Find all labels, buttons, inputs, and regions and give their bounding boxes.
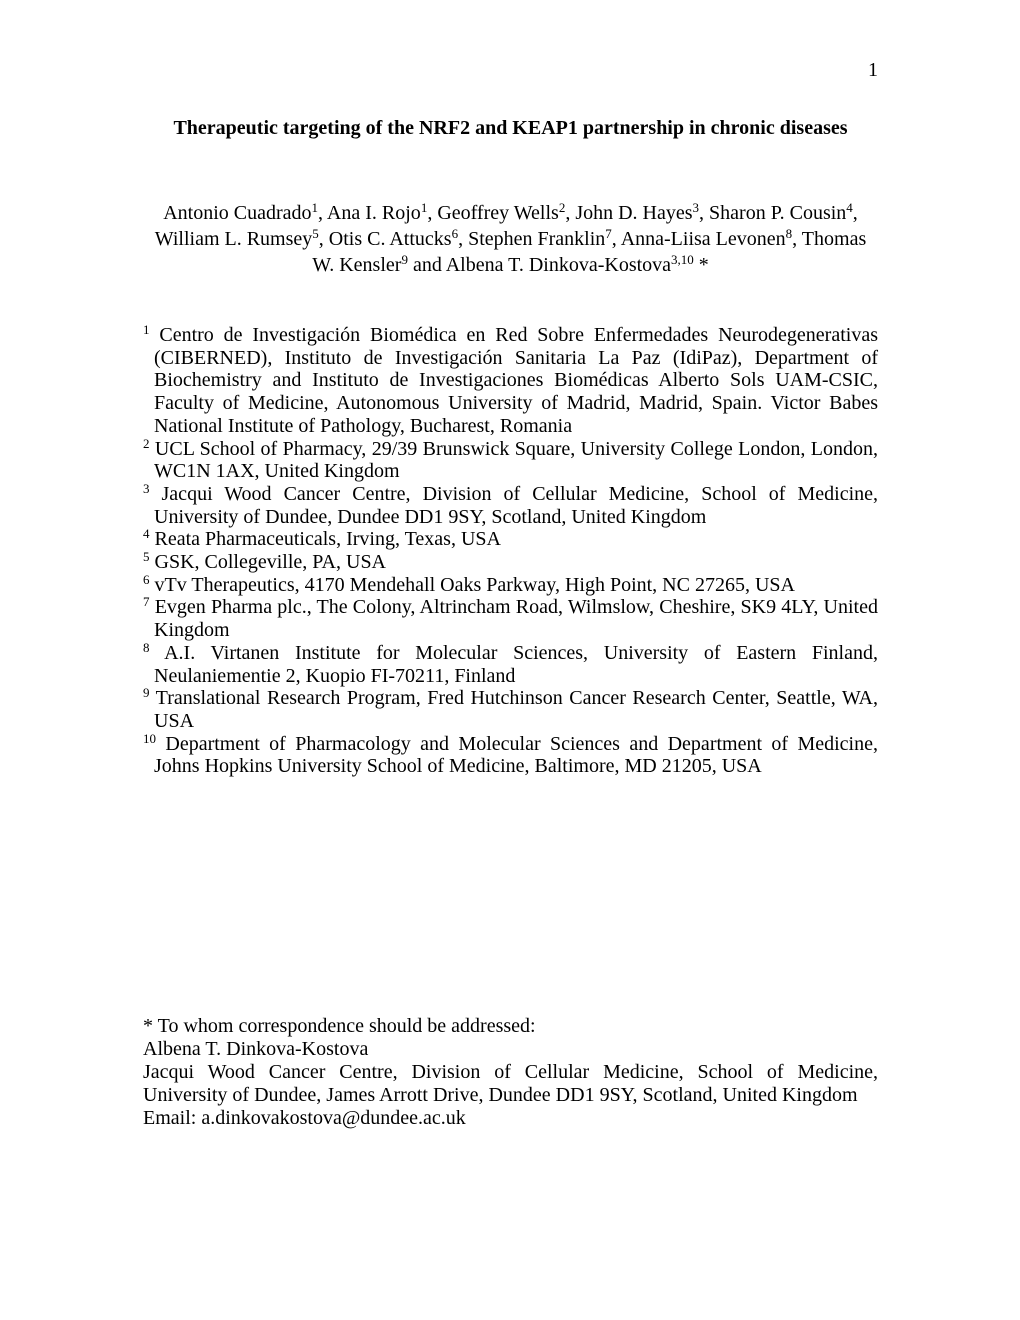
correspondence-block	[143, 1015, 878, 1130]
affiliation-item	[143, 639, 878, 687]
page-number: 1	[868, 59, 878, 81]
superscript-affiliation-number: 3,10	[671, 252, 694, 267]
author-name: Stephen Franklin	[468, 228, 606, 250]
superscript-affiliation-number: 4	[143, 526, 150, 542]
affiliation-item	[143, 480, 878, 528]
superscript-affiliation-number: 1	[420, 200, 428, 215]
author-name: Thomas W. Kensler	[312, 228, 867, 276]
affiliation-item	[143, 596, 878, 641]
author-name: Otis C. Attucks	[328, 228, 452, 250]
superscript-affiliation-number: 6	[143, 571, 150, 587]
superscript-affiliation-number: 4	[846, 200, 853, 215]
affiliation-item	[143, 551, 878, 574]
affiliation-text: GSK, Collegeville, PA, USA	[149, 551, 387, 574]
superscript-affiliation-number: 3	[143, 480, 150, 496]
superscript-affiliation-number: 1	[311, 200, 319, 215]
superscript-affiliation-number: 3	[692, 200, 700, 215]
author-name: Ana I. Rojo	[326, 202, 421, 224]
superscript-affiliation-number: 9	[143, 685, 150, 701]
author-list: Antonio Cuadrado$^1$, Ana I. Rojo$^1$, Geoffrey Wells$^2$, John D. Hayes$^3$, Sharon P. Cousin$^4$, William L. Rumsey$^5$, Otis C. Attucks$^6$, Stephen Franklin$^7$, Anna-Liisa Levonen$^8$, Thomas W. Kensler$^9$ and Albena T. Dinkova-Kostova$^{3,10}$ *	[154, 200, 867, 276]
affiliation-text: A.I. Virtanen Institute for Molecular Sciences, University of Eastern Finland, Neulaniementie 2, Kuopio FI-70211, Finland	[149, 641, 878, 687]
affiliation-item	[143, 730, 878, 778]
correspondence-note: * To whom correspondence should be addressed:	[143, 1015, 536, 1037]
author-name: John D. Hayes	[575, 202, 693, 224]
superscript-affiliation-number: 7	[605, 226, 612, 241]
correspondence-address: Jacqui Wood Cancer Centre, Division of Cellular Medicine, School of Medicine, University of Dundee, James Arrott Drive, Dundee DD1 9SY, Scotland, United Kingdom	[143, 1061, 878, 1106]
correspondence-email-line: Email: a.dinkovakostova@dundee.ac.uk	[143, 1107, 466, 1129]
correspondence-name: Albena T. Dinkova-Kostova	[143, 1038, 369, 1060]
superscript-affiliation-number: 6	[451, 226, 459, 241]
author-name: Antonio Cuadrado	[163, 202, 312, 224]
affiliation-item	[143, 571, 878, 597]
affiliation-item	[143, 435, 878, 483]
affiliation-text: vTv Therapeutics, 4170 Mendehall Oaks Parkway, High Point, NC 27265, USA	[149, 573, 795, 596]
superscript-affiliation-number: 5	[143, 549, 150, 565]
superscript-affiliation-number: 1	[143, 322, 150, 337]
paper-title: Therapeutic targeting of the NRF2 and KEAP1 partnership in chronic diseases	[173, 117, 848, 139]
author-name: Albena T. Dinkova-Kostova	[445, 254, 672, 276]
superscript-affiliation-number: 7	[143, 594, 150, 610]
author-name: Geoffrey Wells	[437, 202, 559, 224]
affiliation-text: Centro de Investigación Biomédica en Red Sobre Enfermedades Neurodegenerativas (CIBERNED), Instituto de Investigación Sanitaria La Paz (IdiPaz), Department of Biochemistry and Instituto de Investigaciones Biomédicas Alberto Sols UAM-CSIC, Faculty of Medicine, Autonomous University of Madrid, Madrid, Spain. Victor Babes National Institute of Pathology, Bucharest, Romania	[149, 324, 878, 437]
superscript-affiliation-number: 8	[143, 639, 150, 655]
affiliation-text: Evgen Pharma plc., The Colony, Altrincham Road, Wilmslow, Cheshire, SK9 4LY, United Kingdom	[149, 596, 878, 642]
affiliation-text: Reata Pharmaceuticals, Irving, Texas, USA	[149, 528, 501, 551]
superscript-affiliation-number: 5	[312, 226, 319, 241]
author-name: Anna-Liisa Levonen	[620, 228, 786, 250]
superscript-affiliation-number: 9	[401, 252, 408, 267]
affiliation-text: UCL School of Pharmacy, 29/39 Brunswick Square, University College London, London, WC1N 1AX, United Kingdom	[149, 437, 878, 483]
superscript-affiliation-number: 2	[558, 200, 566, 215]
affiliation-text: Department of Pharmacology and Molecular Sciences and Department of Medicine, Johns Hopkins University School of Medicine, Baltimore, MD 21205, USA	[154, 732, 878, 778]
affiliation-item	[143, 528, 878, 551]
affiliation-item	[143, 687, 878, 732]
affiliation-item	[143, 324, 878, 438]
superscript-affiliation-number: 10	[143, 730, 156, 746]
affiliation-text: Jacqui Wood Cancer Centre, Division of Cellular Medicine, School of Medicine, University of Dundee, Dundee DD1 9SY, Scotland, United Kingdom	[149, 482, 878, 528]
affiliations-list	[143, 324, 878, 778]
author-name: William L. Rumsey	[154, 228, 313, 250]
author-name: Sharon P. Cousin	[709, 202, 847, 224]
superscript-affiliation-number: 8	[785, 226, 793, 241]
superscript-affiliation-number: 2	[143, 435, 150, 451]
affiliation-text: Translational Research Program, Fred Hutchinson Cancer Research Center, Seattle, WA, USA	[149, 687, 878, 732]
